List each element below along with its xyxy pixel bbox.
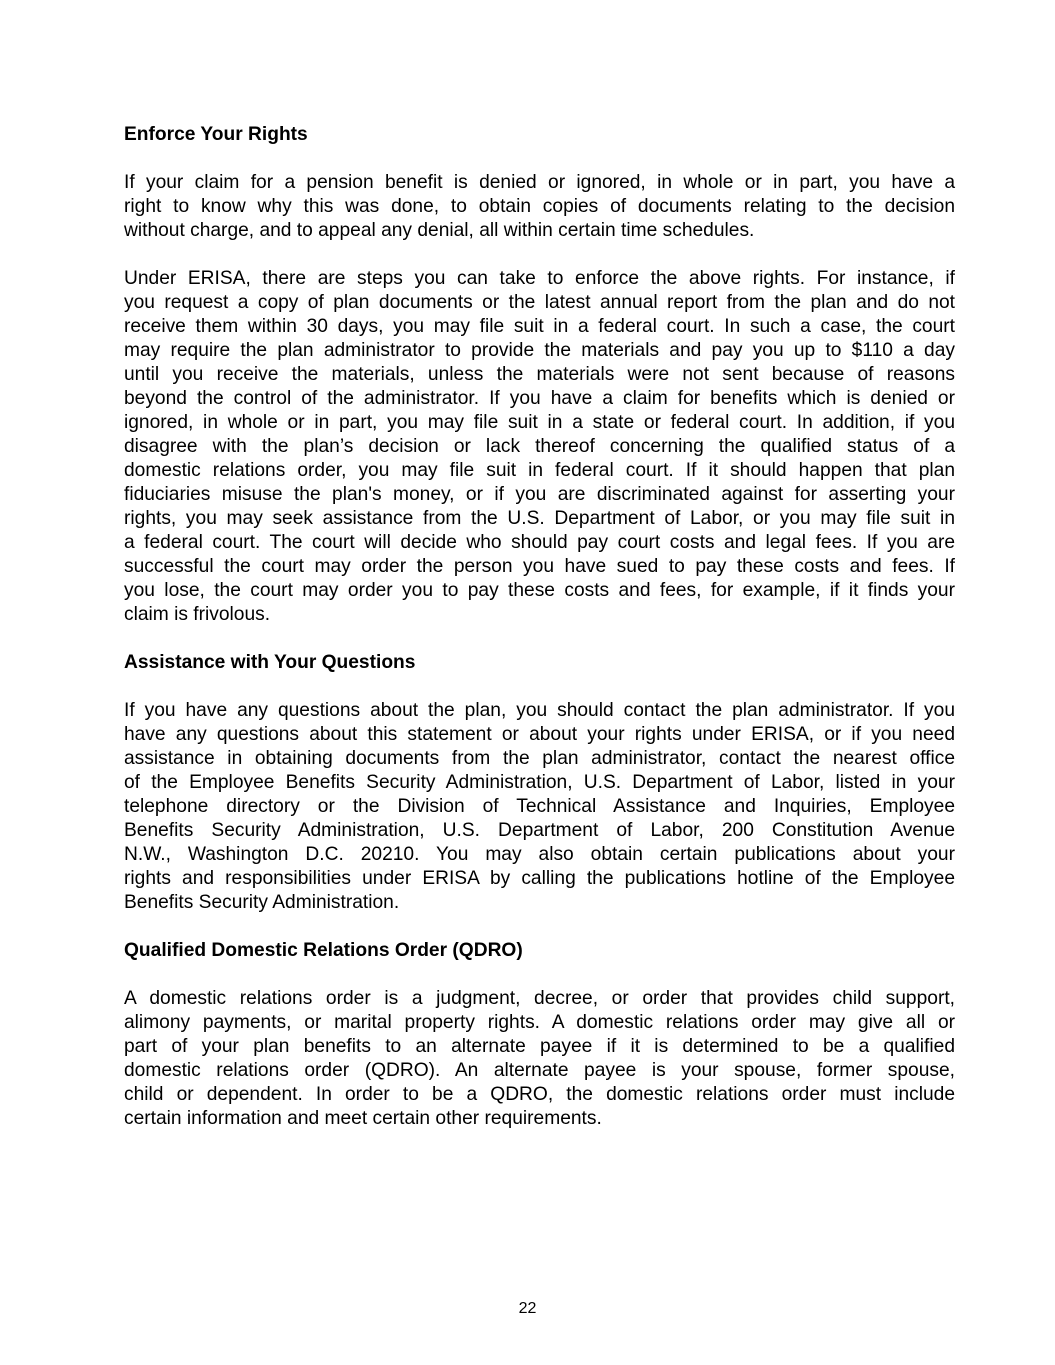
- text-line: alimony payments, or marital property rights. A domestic relations order may give all or: [124, 1012, 955, 1033]
- text-line: child or dependent. In order to be a QDRO, the domestic relations order must include: [124, 1084, 955, 1105]
- text-line: telephone directory or the Division of Technical Assistance and Inquiries, Employee: [124, 796, 955, 817]
- text-line: successful the court may order the person you have sued to pay these costs and fees. If: [124, 556, 955, 577]
- paragraph: [124, 699, 955, 915]
- section-heading: Enforce Your Rights: [124, 124, 308, 145]
- text-line: domestic relations order, you may file suit in federal court. If it should happen that plan: [124, 460, 955, 481]
- text-line: until you receive the materials, unless the materials were not sent because of reasons: [124, 364, 955, 385]
- text-line: may require the plan administrator to provide the materials and pay you up to $110 a day: [124, 340, 955, 361]
- section-qdro: [124, 939, 955, 1131]
- text-line: without charge, and to appeal any denial, all within certain time schedules.: [124, 220, 755, 241]
- text-line: Benefits Security Administration, U.S. Department of Labor, 200 Constitution Avenue: [124, 820, 955, 841]
- text-line: claim is frivolous.: [124, 604, 271, 625]
- paragraph: [124, 267, 955, 627]
- text-line: of the Employee Benefits Security Administration, U.S. Department of Labor, listed in your: [124, 772, 955, 793]
- text-line: assistance in obtaining documents from the plan administrator, contact the nearest office: [124, 748, 955, 769]
- text-line: fiduciaries misuse the plan's money, or if you are discriminated against for asserting your: [124, 484, 955, 505]
- text-line: N.W., Washington D.C. 20210. You may also obtain certain publications about your: [124, 844, 955, 865]
- text-line: ignored, in whole or in part, you may file suit in a state or federal court. In addition, if you: [124, 412, 955, 433]
- section-enforce-your-rights: [124, 123, 955, 627]
- text-line: If your claim for a pension benefit is denied or ignored, in whole or in part, you have a: [124, 172, 955, 193]
- text-line: If you have any questions about the plan, you should contact the plan administrator. If you: [124, 700, 955, 721]
- section-heading-bold: Qualified Domestic Relations Order (QDRO): [124, 940, 523, 961]
- text-line: Benefits Security Administration.: [124, 892, 400, 913]
- text-line: certain information and meet certain other requirements.: [124, 1108, 602, 1129]
- text-line: disagree with the plan’s decision or lack thereof concerning the qualified status of a: [124, 436, 955, 457]
- text-line: part of your plan benefits to an alternate payee if it is determined to be a qualified: [124, 1036, 955, 1057]
- text-line: right to know why this was done, to obtain copies of documents relating to the decision: [124, 196, 955, 217]
- document-page: [124, 123, 955, 1131]
- text-line: rights, you may seek assistance from the U.S. Department of Labor, or you may file suit in: [124, 508, 955, 529]
- text-line: have any questions about this statement or about your rights under ERISA, or if you need: [124, 724, 955, 745]
- text-line: beyond the control of the administrator. If you have a claim for benefits which is denied or: [124, 388, 955, 409]
- text-line: Under ERISA, there are steps you can take to enforce the above rights. For instance, if: [124, 268, 955, 289]
- text-line: you lose, the court may order you to pay these costs and fees, for example, if it finds your: [124, 580, 955, 601]
- text-line: domestic relations order (QDRO). An alternate payee is your spouse, former spouse,: [124, 1060, 955, 1081]
- section-assistance-with-questions: [124, 651, 955, 915]
- page-number: 22: [518, 1300, 537, 1317]
- text-line: receive them within 30 days, you may file suit in a federal court. In such a case, the court: [124, 316, 955, 337]
- paragraph: [124, 987, 955, 1131]
- section-heading: Assistance with Your Questions: [124, 652, 416, 673]
- text-line: a federal court. The court will decide who should pay court costs and legal fees. If you are: [124, 532, 955, 553]
- text-line: you request a copy of plan documents or the latest annual report from the plan and do not: [124, 292, 955, 313]
- paragraph: [124, 171, 955, 243]
- text-line: A domestic relations order is a judgment, decree, or order that provides child support,: [124, 988, 955, 1009]
- text-line: rights and responsibilities under ERISA by calling the publications hotline of the Employee: [124, 868, 955, 889]
